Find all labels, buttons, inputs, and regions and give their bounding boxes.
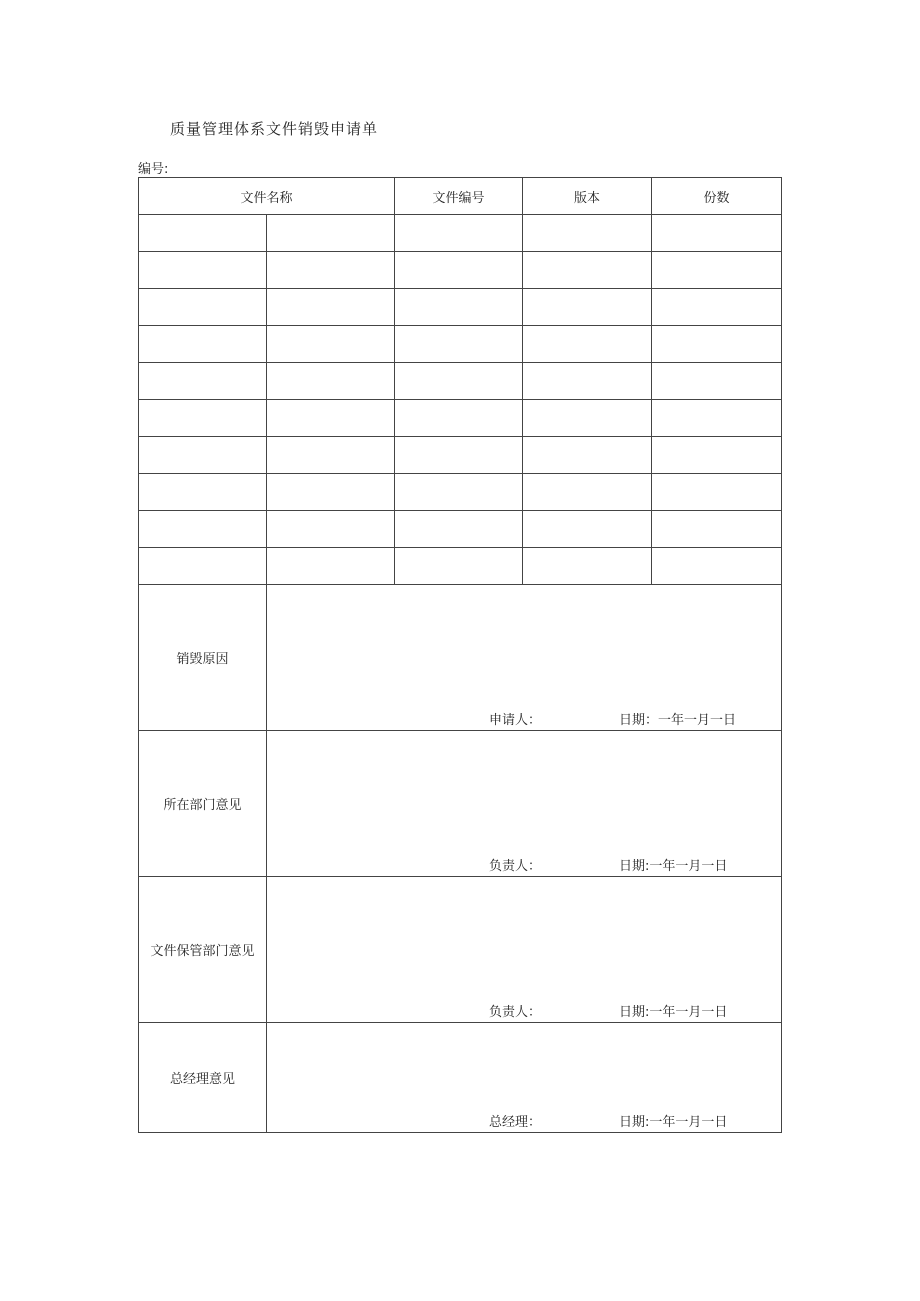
table-row (139, 474, 782, 511)
cell-copies[interactable] (652, 252, 782, 289)
cell-file-name-a[interactable] (139, 437, 267, 474)
general-manager-label: 总经理： (489, 1115, 542, 1130)
cell-file-name-b[interactable] (267, 289, 395, 326)
table-row (139, 252, 782, 289)
destruction-request-table (138, 177, 782, 1133)
form-number-label: 编号: (138, 162, 169, 177)
cell-file-name-b[interactable] (267, 326, 395, 363)
cell-copies[interactable] (652, 474, 782, 511)
cell-file-name-a[interactable] (139, 474, 267, 511)
applicant-label: 申请人： (489, 713, 542, 728)
table-row (139, 326, 782, 363)
cell-version[interactable] (523, 215, 652, 252)
section-content[interactable] (267, 731, 782, 877)
date-label: 日期:一年一月一日 (619, 859, 728, 874)
form-title: 质量管理体系文件销毁申请单 (170, 120, 379, 138)
cell-copies[interactable] (652, 400, 782, 437)
cell-file-name-b[interactable] (267, 363, 395, 400)
section-content[interactable] (267, 877, 782, 1023)
cell-file-name-b[interactable] (267, 252, 395, 289)
cell-copies[interactable] (652, 215, 782, 252)
header-file-name: 文件名称 (139, 178, 395, 215)
section-department-opinion (139, 731, 782, 877)
date-label: 日期：一年一月一日 (619, 713, 737, 728)
header-version: 版本 (523, 178, 652, 215)
section-content[interactable] (267, 1023, 782, 1133)
header-file-number: 文件编号 (395, 178, 523, 215)
cell-file-name-b[interactable] (267, 400, 395, 437)
cell-file-name-b[interactable] (267, 474, 395, 511)
cell-file-name-b[interactable] (267, 215, 395, 252)
cell-version[interactable] (523, 326, 652, 363)
cell-version[interactable] (523, 474, 652, 511)
section-destruction-reason (139, 585, 782, 731)
cell-file-name-a[interactable] (139, 289, 267, 326)
date-label: 日期:一年一月一日 (619, 1115, 728, 1130)
cell-version[interactable] (523, 289, 652, 326)
cell-version[interactable] (523, 511, 652, 548)
responsible-person-label: 负责人： (489, 859, 542, 874)
cell-version[interactable] (523, 252, 652, 289)
cell-copies[interactable] (652, 326, 782, 363)
table-row (139, 548, 782, 585)
cell-file-name-a[interactable] (139, 326, 267, 363)
cell-file-number[interactable] (395, 400, 523, 437)
cell-file-name-a[interactable] (139, 511, 267, 548)
section-label: 所在部门意见 (139, 731, 267, 877)
cell-file-name-b[interactable] (267, 548, 395, 585)
cell-file-name-b[interactable] (267, 437, 395, 474)
header-copies: 份数 (652, 178, 782, 215)
section-label: 文件保管部门意见 (139, 877, 267, 1023)
cell-copies[interactable] (652, 289, 782, 326)
table-row (139, 437, 782, 474)
cell-file-number[interactable] (395, 289, 523, 326)
cell-file-name-a[interactable] (139, 400, 267, 437)
cell-copies[interactable] (652, 511, 782, 548)
cell-file-number[interactable] (395, 252, 523, 289)
cell-file-name-a[interactable] (139, 252, 267, 289)
cell-file-number[interactable] (395, 548, 523, 585)
cell-file-name-b[interactable] (267, 511, 395, 548)
cell-version[interactable] (523, 437, 652, 474)
section-custodian-opinion (139, 877, 782, 1023)
cell-file-number[interactable] (395, 474, 523, 511)
table-row (139, 363, 782, 400)
table-header-row (139, 178, 782, 215)
section-label: 总经理意见 (139, 1023, 267, 1133)
section-label: 销毁原因 (139, 585, 267, 731)
cell-copies[interactable] (652, 363, 782, 400)
table-row (139, 400, 782, 437)
cell-file-number[interactable] (395, 215, 523, 252)
cell-file-number[interactable] (395, 363, 523, 400)
section-content[interactable] (267, 585, 782, 731)
cell-version[interactable] (523, 400, 652, 437)
cell-copies[interactable] (652, 437, 782, 474)
cell-file-number[interactable] (395, 511, 523, 548)
cell-copies[interactable] (652, 548, 782, 585)
cell-file-number[interactable] (395, 437, 523, 474)
cell-version[interactable] (523, 363, 652, 400)
cell-file-name-a[interactable] (139, 215, 267, 252)
cell-file-number[interactable] (395, 326, 523, 363)
table-row (139, 289, 782, 326)
cell-version[interactable] (523, 548, 652, 585)
responsible-person-label: 负责人： (489, 1005, 542, 1020)
table-row (139, 511, 782, 548)
date-label: 日期:一年一月一日 (619, 1005, 728, 1020)
cell-file-name-a[interactable] (139, 548, 267, 585)
section-general-manager-opinion (139, 1023, 782, 1133)
cell-file-name-a[interactable] (139, 363, 267, 400)
table-row (139, 215, 782, 252)
